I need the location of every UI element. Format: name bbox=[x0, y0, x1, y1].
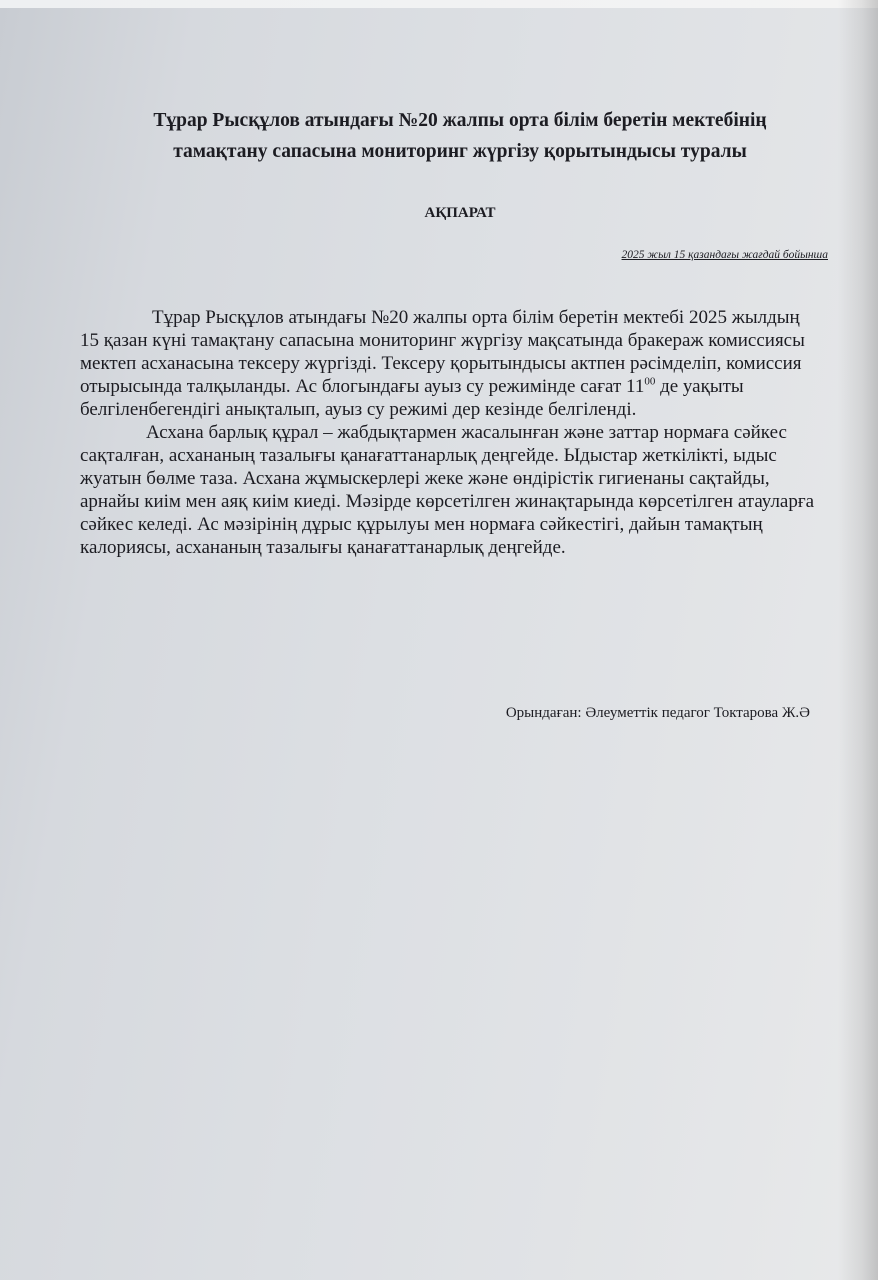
signature-line: Орындаған: Әлеуметтік педагог Токтарова Ж.Ә bbox=[505, 705, 810, 721]
paragraph-1-text-a: Тұрар Рысқұлов атындағы №20 жалпы орта білім беретін мектебі 2025 жылдың 15 қазан күні тамақтану сапасына мониторинг жүргізу мақсатында бракераж комиссиясы мектеп асханасына тексеру жүргізді. Тексеру қорытындысы актпен рәсімделіп, комиссия отырысында талқыланды. Ас блогындағы ауыз су режимінде сағат 11 bbox=[80, 307, 805, 397]
paragraph-1 bbox=[80, 306, 815, 421]
paper-top-edge bbox=[0, 0, 878, 8]
document-title-line-2: тамақтану сапасына мониторинг жүргізу қорытындысы туралы bbox=[173, 141, 747, 162]
time-superscript: 00 bbox=[644, 375, 656, 388]
document-title-line-1: Тұрар Рысқұлов атындағы №20 жалпы орта білім беретін мектебінің bbox=[153, 110, 767, 131]
document-label: АҚПАРАТ bbox=[424, 205, 496, 221]
document-date: 2025 жыл 15 қазандағы жағдай бойынша bbox=[621, 249, 828, 261]
paragraph-2: Асхана барлық құрал – жабдықтармен жасалынған және заттар нормаға сәйкес сақталған, асхананың тазалығы қанағаттанарлық деңгейде. Ыдыстар жеткілікті, ыдыс жуатын бөлме таза. Асхана жұмыскерлері жеке және өндірістік гигиенаны сақтайды, арнайы киім мен аяқ киім киеді. Мәзірде көрсетілген жинақтарында көрсетілген атауларға сәйкес келеді. Ас мәзірінің дұрыс құрылуы мен нормаға сәйкестігі, дайын тамақтың калориясы, асхананың тазалығы қанағаттанарлық деңгейде. bbox=[80, 422, 815, 558]
paper-right-shadow bbox=[838, 0, 878, 1280]
document-body bbox=[80, 306, 815, 559]
document-title bbox=[60, 105, 860, 167]
paragraph-1-text-b: де уақыты белгіленбегендігі анықталып, ауыз су режимі дер кезінде белгіленді. bbox=[80, 376, 744, 420]
